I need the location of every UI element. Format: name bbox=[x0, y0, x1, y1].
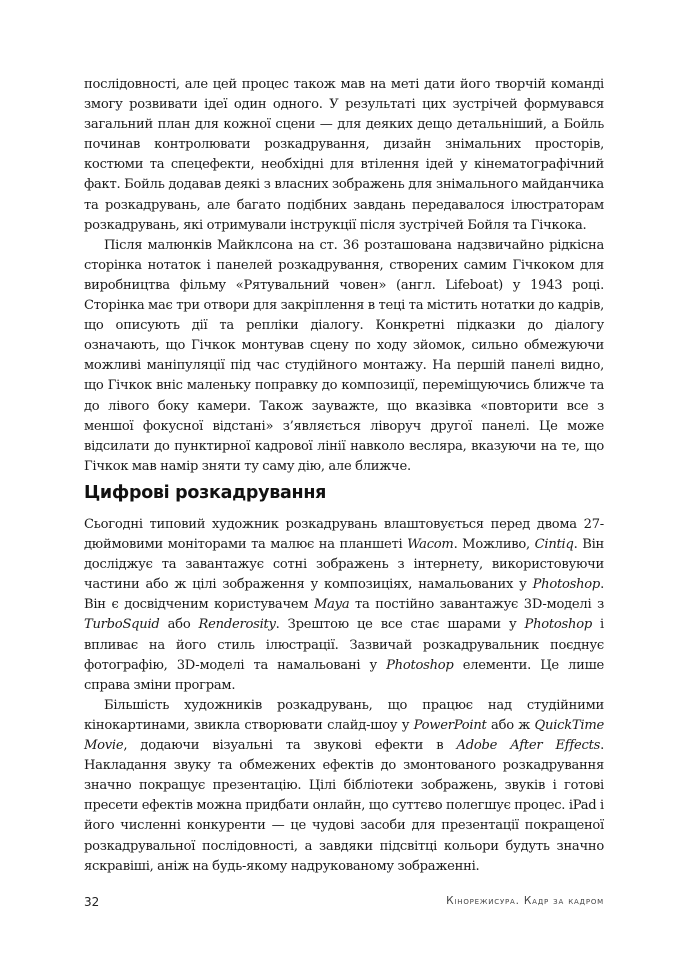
text-run: або bbox=[159, 617, 199, 633]
text-run: . Накладання звуку та обмежених ефектів до змонтованого розкадрування значно покращує презентацію. Цілі бібліотеки зображень, звуків і готові пресети ефектів можна придбати онлайн, що суттєво полегшує процес. iPad і його численні конкуренти — це чудові засоби для презентації покращеної розкадрувальної послідовності, а завдяки підсвітці кольори будуть значно яскравіші, аніж на будь-якому надрукованому зображенні. bbox=[84, 738, 604, 874]
section-heading: Цифрові розкадрування bbox=[84, 483, 327, 503]
text-run: . Він досліджує та завантажує сотні зображень з інтернету, використовуючи частини або ж цілі зображення у композиціях, намальованих у bbox=[84, 537, 604, 593]
text-run: елементи. Це лише справа зміни програм. bbox=[84, 657, 604, 693]
software-name: PowerPoint bbox=[413, 717, 487, 733]
software-name: Photoshop bbox=[386, 657, 454, 673]
text-run: або ж bbox=[486, 717, 535, 733]
text-run: і впливає на його стиль ілюстрації. Зазвичай розкадрувальник поєднує фотографію, 3D-моделі та намальовані у bbox=[84, 617, 604, 673]
text-run: . Зрештою це все стає шарами у bbox=[275, 617, 525, 633]
page-number: 32 bbox=[84, 895, 100, 909]
paragraph: послідовності, але цей процес також мав на меті дати його творчій команді змогу розвивати ідеї один одного. У результаті цих зустрічей формувався загальний план для кожної сцени — для деяких дещо детальніший, а Бойль починав контролювати розкадрування, дизайн знімальних просторів, костюми та спецефекти, необхідні для втілення ідей у кінематографічний факт. Бойль додавав деякі з власних зображень для знімального майданчика та розкадрувань, але багато подібних завдань передавалося ілюстраторам розкадрувань, які отримували інструкції після зустрічей Бойля та Гічкока. bbox=[84, 77, 604, 233]
software-name: Wacom bbox=[407, 537, 454, 553]
software-name: Renderosity bbox=[198, 617, 276, 633]
paragraph: Після малюнків Майклсона на ст. 36 розташована надзвичайно рідкісна сторінка нотаток і панелей розкадрування, створених самим Гічкоком для виробництва фільму «Рятувальний човен» (англ. Lifeboat) у 1943 році. Сторінка має три отвори для закріплення в теці та містить нотатки до кадрів, що описують дії та репліки діалогу. Конкретні підказки до діалогу означають, що Гічкок монтував сцену по ходу зйомок, сильно обмежуючи можливі маніпуляції під час студійного монтажу. На першій панелі видно, що Гічкок вніс маленьку поправку до композиції, переміщуючись ближче та до лівого боку камери. Також зауважте, що вказівка «повторити все з меншої фокусної відстані» з’являється ліворуч другої панелі. Це може відсилати до пунктирної кадрової лінії навколо весляра, вказуючи на те, що Гічкок мав намір зняти ту саму дію, але ближче. bbox=[84, 237, 604, 474]
section-intro-text bbox=[84, 75, 604, 477]
text-run: Сьогодні типовий художник розкадрувань влаштовується перед двома 27-дюймовими моніторами та малює на планшеті bbox=[84, 517, 604, 553]
software-name: Photoshop bbox=[524, 617, 592, 633]
software-name: Maya bbox=[313, 597, 350, 613]
text-run: . Він є досвідченим користувачем bbox=[84, 577, 604, 613]
software-name: Adobe After Effects bbox=[456, 738, 601, 754]
software-name: Cintiq bbox=[534, 537, 574, 553]
software-name: QuickTime Movie bbox=[84, 717, 604, 754]
text-run: Більшість художників розкадрувань, що працює над студійними кінокартинами, звикла створювати слайд-шоу у bbox=[84, 697, 604, 733]
text-run: та постійно завантажує 3D-моделі з bbox=[349, 597, 604, 613]
paragraph bbox=[84, 696, 604, 877]
text-run: . Можливо, bbox=[453, 537, 535, 553]
software-name: Photoshop bbox=[532, 577, 601, 593]
running-footer-title: Кінорежисура. Кадр за кадром bbox=[446, 895, 604, 907]
software-name: TurboSquid bbox=[84, 617, 160, 633]
paragraph bbox=[84, 515, 604, 696]
section-digital-storyboards-text bbox=[84, 515, 604, 877]
text-run: , додаючи візуальні та звукові ефекти в bbox=[123, 738, 457, 754]
